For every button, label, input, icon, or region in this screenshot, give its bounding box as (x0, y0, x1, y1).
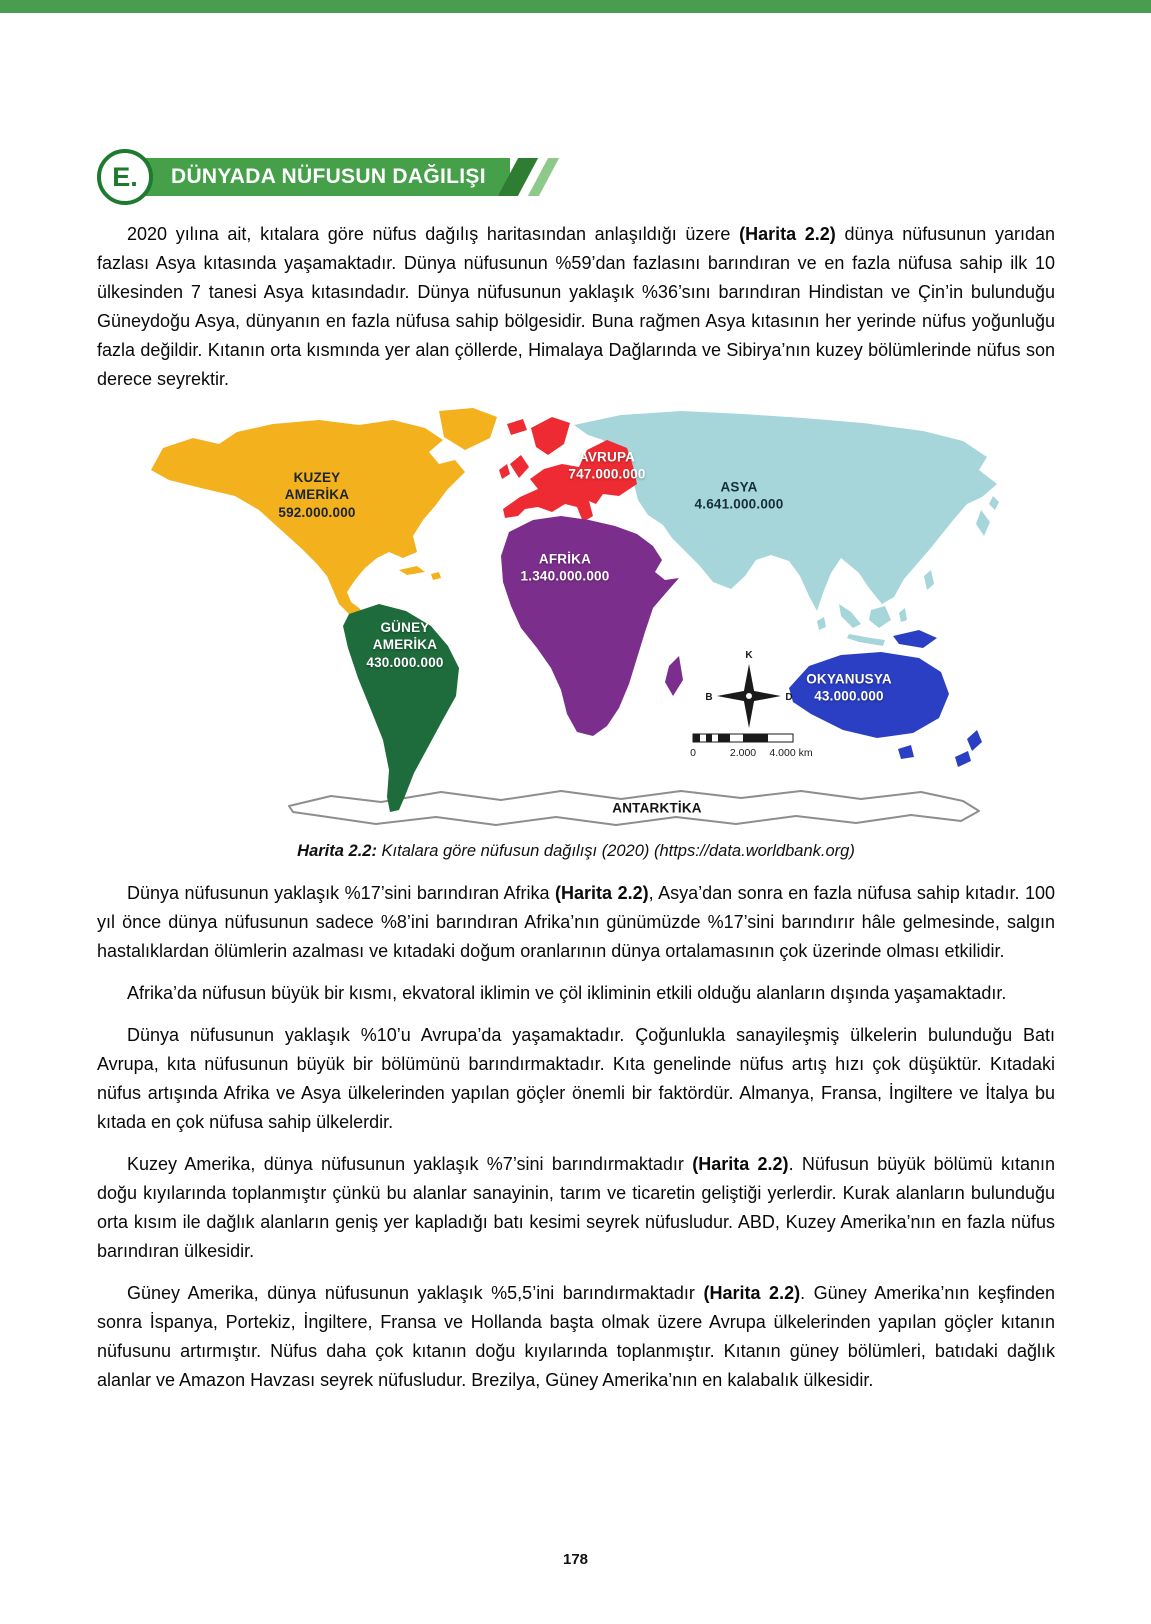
madagascar-shape (665, 656, 683, 696)
map-caption-number: Harita 2.2: (297, 842, 377, 860)
map-scale-bar (690, 734, 813, 759)
world-population-map (141, 408, 1011, 838)
paragraph-asia: 2020 yılına ait, kıtalara göre nüfus dağılış haritasından anlaşıldığı üzere (Harita 2.2) dünya nüfusunun yarıdan fazlası Asya kıtasında yaşamaktadır. Dünya nüfusunun %59’dan fazlasını barındıran ve en fazla nüfusa sahip ilk 10 ülkesinden 7 tanesi Asya kıtasındadır. Dünya nüfusunun yaklaşık %36’sını barındıran Hindistan ve Çin’in bulunduğu Güneydoğu Asya, dünyanın en fazla nüfusa sahip bölgesidir. Buna rağmen Asya kıtasının her yerinde nüfus yoğunluğu fazla değildir. Kıtanın orta kısmında yer alan çöllerde, Himalaya Dağlarında ve Sibirya’nın kuzey bölümlerinde nüfus son derece seyrektir. (97, 224, 1055, 389)
map-label-kuzey-amerika: KUZEY AMERİKA 592.000.000 (278, 470, 356, 520)
map-label-antarktika: ANTARKTİKA (612, 800, 702, 816)
greenland-shape (439, 408, 497, 450)
africa-shape (501, 516, 679, 736)
section-letter: E. (112, 161, 138, 192)
page-top-bar (0, 0, 1151, 13)
map-caption (97, 842, 1055, 861)
map-label-afrika: AFRİKA 1.340.000.000 (520, 551, 610, 584)
paragraph-south-america: Güney Amerika, dünya nüfusunun yaklaşık %5,5’ini barındırmaktadır (Harita 2.2). Güney Amerika’nın keşfinden sonra İspanya, Portekiz, İngiltere, Fransa ve Hollanda başta olmak üzere Avrupa ülkelerinden yapılan göçler kıtanın nüfusunu artırmıştır. Nüfus daha çok kıtanın doğu kıyılarında toplanmıştır. Kıtanın güney bölümleri, batıdaki dağlık alanlar ve Amazon Havzası seyrek nüfusludur. Brezilya, Güney Amerika’nın en kalabalık ülkesidir. (97, 1283, 1055, 1390)
map-caption-text: Kıtalara göre nüfusun dağılışı (2020) (https://data.worldbank.org) (376, 842, 855, 860)
paragraph-north-america: Kuzey Amerika, dünya nüfusunun yaklaşık %7’sini barındırmaktadır (Harita 2.2). Nüfusun büyük bölümü kıtanın doğu kıyılarında toplanmıştır çünkü bu alanlar sanayinin, tarım ve ticaretin geliştiği yerlerdir. Kurak alanların bulunduğu orta kısım ile dağlık alanların geniş yer kapladığı batı kesimi seyrek nüfusludur. ABD, Kuzey Amerika’nın en fazla nüfus barındıran ülkesidir. (97, 1154, 1055, 1261)
paragraph-africa-climate: Afrika’da nüfusun büyük bir kısmı, ekvatoral iklimin ve çöl ikliminin etkili olduğu alanların dışında yaşamaktadır. (127, 983, 1007, 1003)
scale-zero-label: 0 (690, 747, 696, 759)
south-america-shape (343, 604, 459, 812)
section-letter-badge (97, 149, 153, 205)
paragraph-europe: Dünya nüfusunun yaklaşık %10’u Avrupa’da yaşamaktadır. Çoğunlukla sanayileşmiş ülkelerin bulunduğu Batı Avrupa, kıta nüfusunun büyük bir bölümünü barındırmaktadır. Kıta genelinde nüfus artış hızı çok düşüktür. Kıtadaki nüfus artışında Afrika ve Asya ülkelerinden yapılan göçler önemli bir faktördür. Almanya, Fransa, İngiltere ve İtalya bu kıtada en çok nüfusa sahip ülkelerdir. (97, 1025, 1055, 1132)
page-number: 178 (562, 1551, 589, 1568)
map-label-asya: ASYA 4.641.000.000 (694, 479, 784, 512)
compass-north-label: K (745, 650, 753, 661)
map-label-avrupa: AVRUPA 747.000.000 (568, 449, 646, 482)
section-title-banner (135, 158, 510, 196)
caribbean-islands (399, 566, 441, 580)
north-america-shape (151, 420, 465, 620)
map-label-guney-amerika: GÜNEY AMERİKA 430.000.000 (366, 620, 444, 670)
compass-west-label: B (705, 692, 713, 703)
scale-mid-label: 2.000 (729, 747, 757, 759)
scale-max-label: 4.000 km (769, 747, 813, 759)
compass-east-label: D (785, 692, 793, 703)
paragraph-africa: Dünya nüfusunun yaklaşık %17’sini barındıran Afrika (Harita 2.2), Asya’dan sonra en fazla nüfusa sahip kıtadır. 100 yıl önce dünya nüfusunun sadece %8’ini barındıran Afrika’nın günümüzde %17’sini barındırır hâle gelmesinde, salgın hastalıklardan ölümlerin azalması ve kıtadaki doğum oranlarının dünya ortalamasının çok üzerinde olması etkilidir. (97, 883, 1055, 961)
map-label-okyanusya: OKYANUSYA 43.000.000 (806, 671, 892, 704)
section-title: DÜNYADA NÜFUSUN DAĞILIŞI (171, 165, 486, 188)
compass-rose-icon (705, 650, 792, 744)
section-header (97, 148, 1055, 206)
world-map-svg (141, 408, 1011, 838)
australia-shape (789, 652, 949, 738)
